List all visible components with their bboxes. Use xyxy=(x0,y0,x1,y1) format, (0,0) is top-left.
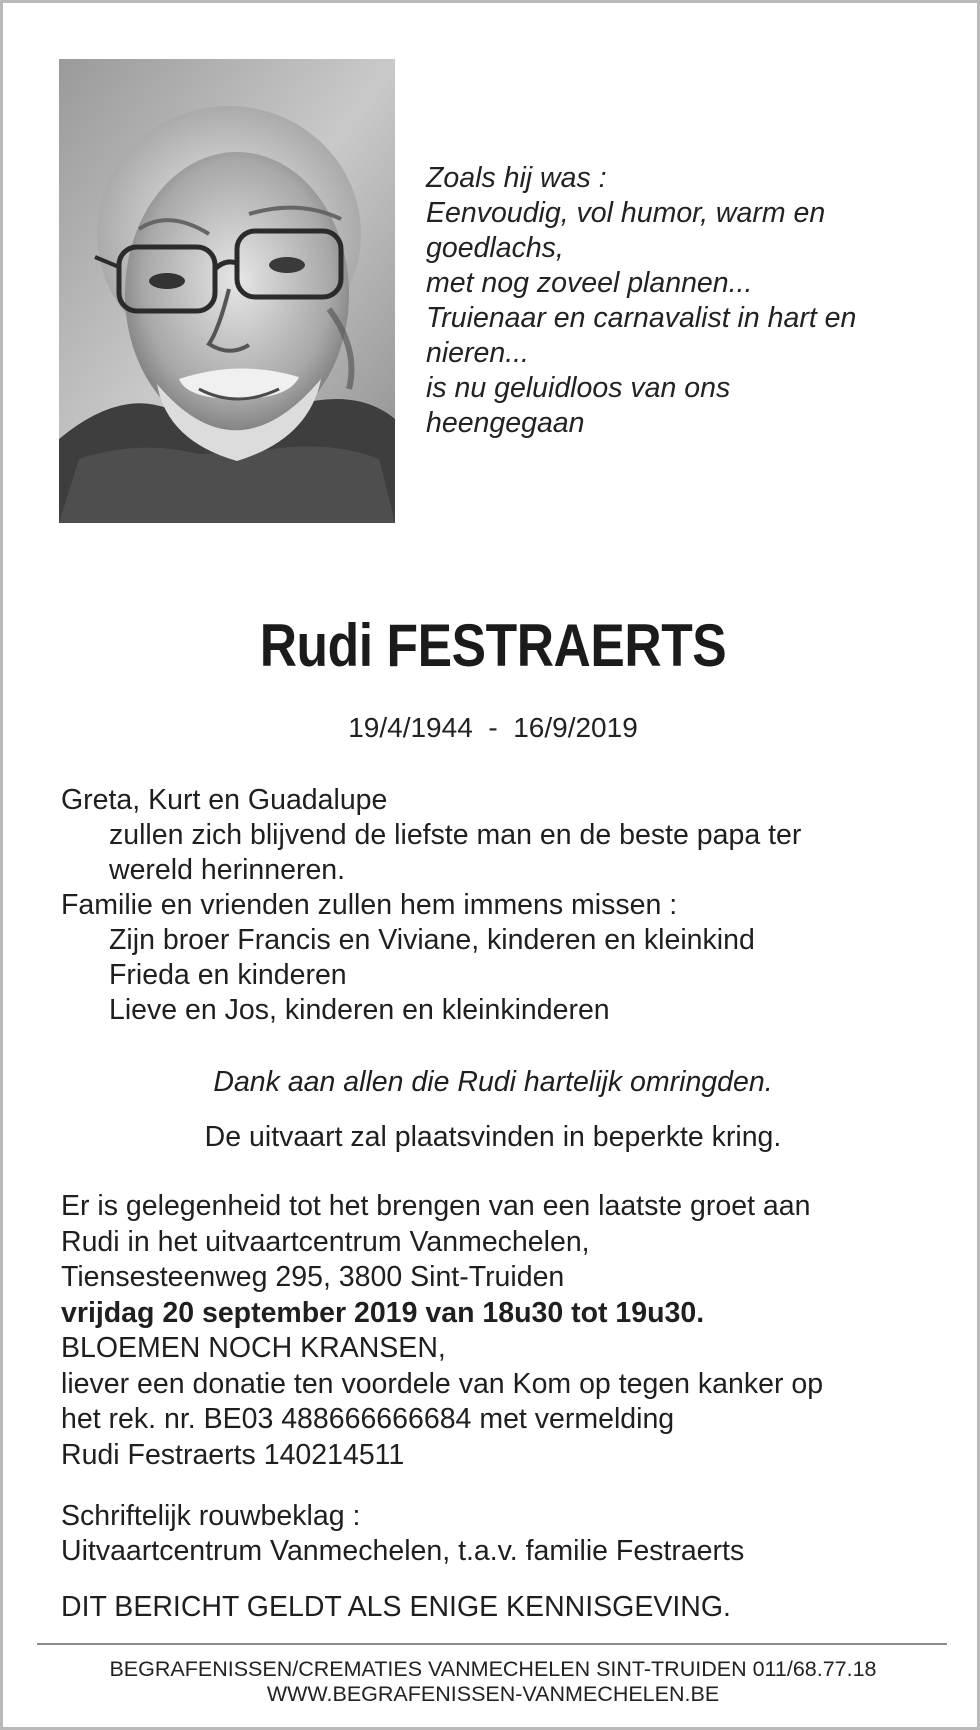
info-line: Er is gelegenheid tot het brengen van een laatste groet aan xyxy=(61,1190,811,1222)
poem xyxy=(426,161,946,441)
funeral-line: De uitvaart zal plaatsvinden in beperkte kring. xyxy=(204,1121,782,1153)
portrait-drawing xyxy=(59,59,395,523)
family-line: Greta, Kurt en Guadalupe xyxy=(61,784,388,816)
footer-company: BEGRAFENISSEN/CREMATIES VANMECHELEN SINT-TRUIDEN 011/68.77.18 xyxy=(109,1657,877,1681)
footer-website: WWW.BEGRAFENISSEN-VANMECHELEN.BE xyxy=(266,1682,720,1706)
info-line: Rudi Festraerts 140214511 xyxy=(61,1438,405,1471)
info-line: Tiensesteenweg 295, 3800 Sint-Truiden xyxy=(61,1261,565,1293)
family-line: Frieda en kinderen xyxy=(109,959,347,991)
visitation-date: vrijdag 20 september 2019 van 18u30 tot 19u30. xyxy=(61,1296,705,1329)
life-dates: 19/4/1944 - 16/9/2019 xyxy=(348,712,638,743)
deceased-name: Rudi FESTRAERTS xyxy=(259,612,727,679)
poem-line: Truienaar en carnavalist in hart en xyxy=(426,302,857,334)
family-line: wereld herinneren. xyxy=(109,854,346,886)
poem-line: goedlachs, xyxy=(426,232,564,264)
footer xyxy=(3,1657,980,1707)
thanks-line: Dank aan allen die Rudi hartelijk omringden. xyxy=(213,1066,773,1098)
visitation-info xyxy=(61,1189,961,1473)
info-line: BLOEMEN NOCH KRANSEN, xyxy=(61,1332,446,1364)
footer-divider xyxy=(37,1643,947,1645)
info-line: Rudi in het uitvaartcentrum Vanmechelen, xyxy=(61,1225,590,1258)
family-line: zullen zich blijvend de liefste man en de beste papa ter xyxy=(109,819,802,851)
notice-line: DIT BERICHT GELDT ALS ENIGE KENNISGEVING. xyxy=(61,1591,731,1623)
family-section xyxy=(61,783,961,1028)
info-line: liever een donatie ten voordele van Kom op tegen kanker op xyxy=(61,1367,824,1400)
poem-line: Eenvoudig, vol humor, warm en xyxy=(426,197,826,229)
condolence-section xyxy=(61,1499,961,1569)
condolence-line: Uitvaartcentrum Vanmechelen, t.a.v. familie Festraerts xyxy=(61,1535,745,1567)
family-line: Lieve en Jos, kinderen en kleinkinderen xyxy=(109,994,610,1026)
poem-line: heengegaan xyxy=(426,407,585,439)
info-line: het rek. nr. BE03 488666666684 met vermelding xyxy=(61,1403,675,1435)
poem-line: met nog zoveel plannen... xyxy=(426,267,753,299)
poem-line: nieren... xyxy=(426,337,529,369)
poem-line: Zoals hij was : xyxy=(426,162,607,194)
family-line: Familie en vrienden zullen hem immens missen : xyxy=(61,889,678,921)
condolence-line: Schriftelijk rouwbeklag : xyxy=(61,1500,361,1532)
family-line: Zijn broer Francis en Viviane, kinderen en kleinkind xyxy=(109,924,755,956)
poem-line: is nu geluidloos van ons xyxy=(426,372,731,404)
